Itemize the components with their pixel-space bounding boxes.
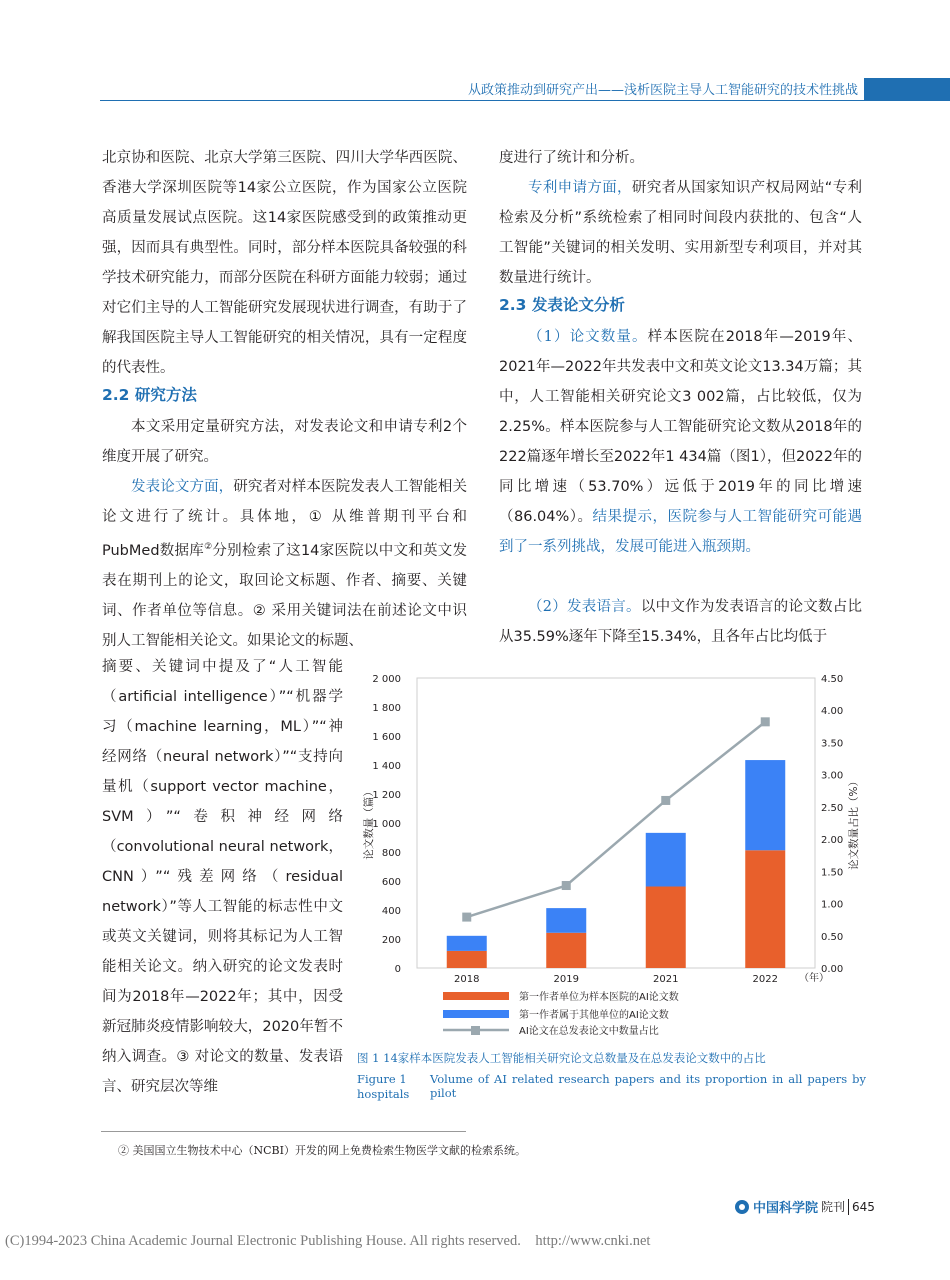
header-rule [100,100,950,101]
bar-2022-series-1 [745,850,785,968]
footnote-ref: ② [204,542,213,552]
x-tick-2018: 2018 [454,974,480,985]
x-tick-2021: 2021 [653,974,679,985]
y-tick-left: 1 600 [372,732,401,743]
publisher-logo-text: 中国科学院 [753,1201,819,1216]
y-tick-right: 1.00 [821,899,844,911]
proportion-point-2018 [462,913,471,922]
left-paragraph-3-a: 研究者对样本医院发表人工智能相关论文进行了统计。具体地，① 从维普期刊平台和PubMed数据库 [102,479,467,559]
y-tick-right: 3.50 [821,738,844,750]
y-tick-right: 4.50 [821,674,844,685]
figure-caption-en-cont: hospitals [357,1087,410,1101]
legend-label-series-1: 第一作者单位为样本医院的AI论文数 [519,992,679,1003]
legend-marker-series-3 [471,1026,480,1035]
highlight-count: （1）论文数量。 [528,329,648,345]
highlight-patents: 专利申请方面， [528,180,632,196]
x-tick-2019: 2019 [553,974,579,985]
bar-group [447,760,786,968]
right-paragraph-2-rest: 研究者从国家知识产权局网站“专利检索及分析”系统检索了相同时间段内获批的、包含“人工智能”关键词的相关发明、实用新型专利项目，并对其数量进行统计。 [499,180,863,286]
y-tick-right: 4.00 [821,706,844,718]
highlight-papers: 发表论文方面， [131,479,234,495]
y-tick-left: 0 [394,964,401,975]
running-title: 从政策推动到研究产出——浅析医院主导人工智能研究的技术性挑战 [467,83,858,98]
header-accent-bar [864,78,950,100]
legend-label-series-3: AI论文在总发表论文中数量占比 [519,1026,659,1037]
proportion-point-2022 [761,717,770,726]
right-paragraph-3-conclusion: 结果提示，医院参与人工智能研究可能遇到了一系列挑战，发展可能进入瓶颈期。 [499,509,862,555]
legend-swatch-series-1 [443,992,509,1000]
cas-logo-icon [735,1200,749,1214]
legend-swatch-series-2 [443,1010,509,1018]
y-tick-right: 0.50 [821,931,844,943]
left-paragraph-4: 摘要、关键词中提及了“人工智能（artificial intelligence）”“机器学习（machine learning，ML）”“神经网络（neural network）”“支持向量机（support vector machine，SVM）”“卷积神经网络（convolutional neural network，CNN）”“残差网络（residual network）”等人工智能的标志性中文或英文关键词，则将其标记为人工智能相关论文。纳入研究的论文发表时间为2018年—2022年；其中，因受新冠肺炎疫情影响较大，2020年暂不纳入调查。③ 对论文的数量、发表语言、研究层次等维 [102,659,343,1095]
figure-1-chart [357,668,867,1040]
left-paragraph-3-b: 分别检索了这14家医院以中文和英文发表在期刊上的论文，取回论文标题、作者、摘要、关键词、作者单位等信息。② 采用关键词法在前述论文中识别人工智能相关论文。如果论文的标题、 [102,542,467,649]
bar-2018-series-2 [447,936,487,951]
left-paragraph-1: 北京协和医院、北京大学第三医院、四川大学华西医院、香港大学深圳医院等14家公立医院，作为国家公立医院高质量发展试点医院。这14家医院感受到的政策推动更强，因而具有典型性。同时，部分样本医院具备较强的科学技术研究能力，而部分医院在科研方面能力较弱；通过对它们主导的人工智能研究发展现状进行调查，有助于了解我国医院主导人工智能研究的相关情况，具有一定程度的代表性。 [102,150,467,376]
y-tick-right: 3.00 [821,770,844,782]
footnote: ② 美国国立生物技术中心（NCBI）开发的网上免费检索生物医学文献的检索系统。 [118,1144,526,1157]
y-ticks-right [821,674,843,975]
right-paragraph-4-rest: 以中文作为发表语言的论文数占比从35.59%逐年下降至15.34%，且各年占比均低于 [499,599,862,645]
y-tick-left: 1 400 [372,761,401,772]
figure-caption-cn: 图 1 14家样本医院发表人工智能相关研究论文总数量及在总发表论文数中的占比 [357,1051,766,1065]
y-tick-left: 1 800 [372,703,401,714]
y-ticks-left [372,674,401,975]
chart-legend [443,990,679,1037]
line-group [462,717,770,921]
y-tick-left: 800 [381,848,401,859]
right-paragraph-3-rest: 样本医院在2018年—2019年、2021年—2022年共发表中文和英文论文13.34万篇；其中，人工智能相关研究论文3 002篇，占比较低，仅为2.25%。样本医院参与人工智能研究论文数从2018年的222篇逐年增长至2022年1 434篇（图1），但2022年的同比增速（53.70%）远低于2019年的同比增速（86.04%）。 [499,329,862,525]
y-tick-right: 1.50 [821,867,844,879]
highlight-language: （2）发表语言。 [528,599,641,615]
proportion-point-2019 [562,881,571,890]
copyright-line: (C)1994-2023 China Academic Journal Electronic Publishing House. All rights reserved. http://www.cnki.net [5,1233,651,1249]
bar-2019-series-1 [546,933,586,968]
right-paragraph-3 [499,322,862,562]
bar-2019-series-2 [546,908,586,933]
figure-caption-en: Volume of AI related research papers and its proportion in all papers by pilot [430,1072,866,1100]
y-tick-left: 1 000 [372,819,401,830]
journal-name: 院刊 [821,1200,846,1214]
footer [735,1197,875,1216]
right-paragraph-4 [499,592,862,652]
figure-caption-en-label: Figure 1 [357,1072,407,1086]
left-paragraph-3 [102,472,467,656]
page-number: 645 [852,1199,875,1214]
bar-2021-series-2 [646,833,686,887]
y-tick-right: 2.00 [821,835,844,847]
left-paragraph-2: 本文采用定量研究方法，对发表论文和申请专利2个维度开展了研究。 [102,419,467,465]
y-tick-right: 0.00 [821,964,844,975]
y-tick-right: 2.50 [821,802,844,814]
proportion-line [467,722,766,917]
bar-2022-series-2 [745,760,785,850]
y-tick-left: 200 [381,935,401,946]
footnote-rule [101,1131,466,1132]
section-heading-2-2: 2.2 研究方法 [102,386,197,404]
right-paragraph-2 [499,173,862,293]
x-axis-unit: （年） [799,973,829,984]
y-tick-left: 600 [381,877,401,888]
page-separator [848,1199,849,1215]
x-ticks [454,974,778,985]
x-tick-2022: 2022 [752,974,778,985]
bar-2021-series-1 [646,887,686,968]
y-tick-left: 1 200 [372,790,401,801]
y-axis-label-right: 论文数量占比（%） [848,776,860,870]
right-paragraph-1: 度进行了统计和分析。 [499,150,644,166]
legend-label-series-2: 第一作者属于其他单位的AI论文数 [519,1010,669,1021]
proportion-point-2021 [661,796,670,805]
y-axis-label-left: 论文数量（篇） [363,786,375,860]
y-tick-left: 2 000 [372,674,401,685]
section-heading-2-3: 2.3 发表论文分析 [499,296,625,314]
y-tick-left: 400 [381,906,401,917]
bar-2018-series-1 [447,951,487,968]
